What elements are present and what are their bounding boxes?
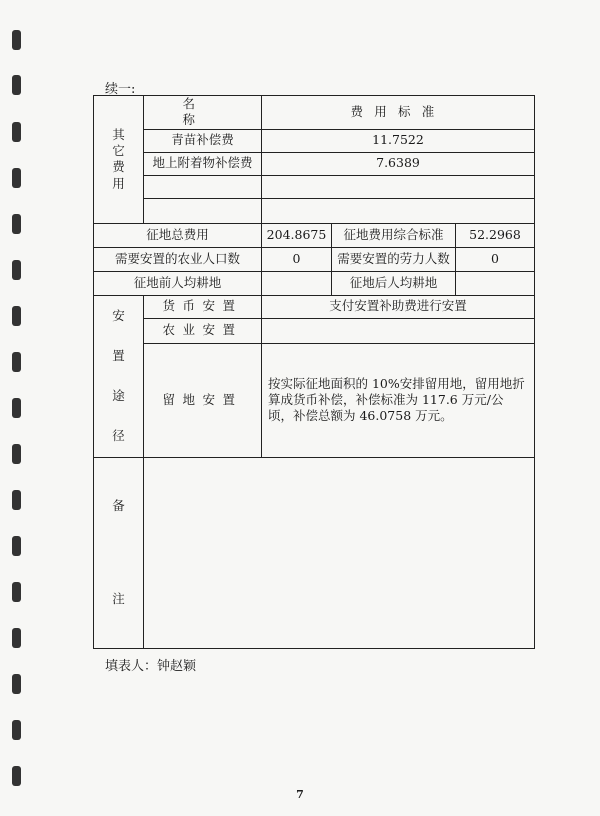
farmland-row (94, 271, 535, 295)
fee-name: 地上附着物补偿费 (144, 152, 262, 175)
after-land-label: 征地后人均耕地 (332, 271, 456, 295)
agri-pop-label: 需要安置的农业人口数 (94, 247, 262, 271)
form-filler: 填表人：钟赵颖 (105, 659, 197, 674)
fee-row (94, 198, 535, 223)
fee-value (262, 175, 535, 198)
remarks-row (94, 457, 535, 648)
total-fee-value: 204.8675 (262, 223, 332, 247)
total-fee-row (94, 223, 535, 247)
currency-resettlement-row (94, 295, 535, 318)
fee-value: 11.7522 (262, 129, 535, 152)
fee-row (94, 152, 535, 175)
agri-label: 农业安置 (144, 318, 262, 343)
binding-holes (12, 30, 26, 810)
fee-row (94, 129, 535, 152)
after-land-value (456, 271, 535, 295)
agri-resettlement-row (94, 318, 535, 343)
fee-value (262, 198, 535, 223)
col-name-header: 名 称 (144, 96, 262, 130)
agri-pop-value: 0 (262, 247, 332, 271)
resettlement-section-label: 安 置 途 径 (94, 295, 144, 457)
col-standard-header: 费用标准 (262, 96, 535, 130)
reserve-resettlement-row (94, 343, 535, 457)
remarks-value (144, 457, 535, 648)
land-expropriation-table (93, 95, 535, 649)
fee-row (94, 175, 535, 198)
fee-name (144, 175, 262, 198)
total-fee-label: 征地总费用 (94, 223, 262, 247)
before-land-label: 征地前人均耕地 (94, 271, 262, 295)
fee-name (144, 198, 262, 223)
remarks-label: 备 注 (94, 457, 144, 648)
reserve-value: 按实际征地面积的 10%安排留用地，留用地折算成货币补偿，补偿标准为 117.6 万元/公顷，补偿总额为 46.0758 万元。 (262, 343, 535, 457)
labor-label: 需要安置的劳力人数 (332, 247, 456, 271)
other-fees-section-label: 其 它 费 用 (94, 96, 144, 224)
currency-label: 货币安置 (144, 295, 262, 318)
standard-value: 52.2968 (456, 223, 535, 247)
population-row (94, 247, 535, 271)
other-fees-header-row (94, 96, 535, 130)
standard-label: 征地费用综合标准 (332, 223, 456, 247)
reserve-label: 留地安置 (144, 343, 262, 457)
fee-value: 7.6389 (262, 152, 535, 175)
before-land-value (262, 271, 332, 295)
labor-value: 0 (456, 247, 535, 271)
fee-name: 青苗补偿费 (144, 129, 262, 152)
agri-value (262, 318, 535, 343)
continuation-heading: 续一: (105, 82, 136, 97)
currency-value: 支付安置补助费进行安置 (262, 295, 535, 318)
page-number: 7 (296, 788, 304, 801)
